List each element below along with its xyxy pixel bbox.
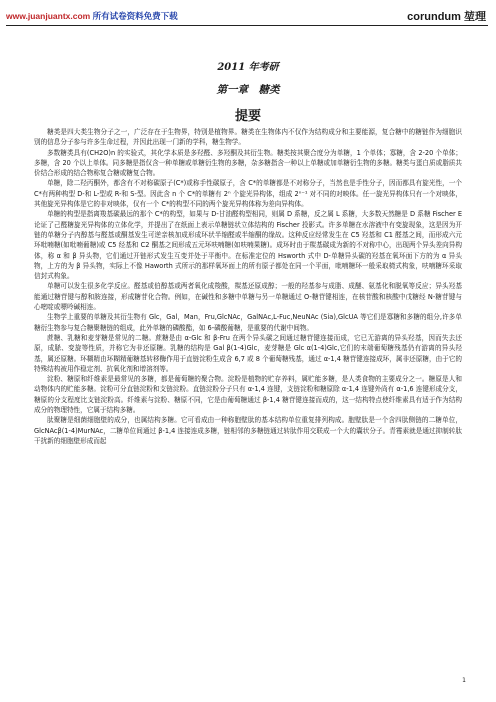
paragraph: 生物学上重要的单糖及其衍生物有 Glc，Gal，Man，Fru,GlcNAc，GalNAc,L-Fuc,NeuNAc (Sia),GlcUA 等它们是寡糖和多糖的组分,许多单糖衍生物参与复合糖聚糖链的组成，此外单糖的磷酸酯，如 6-磷酸葡糖，是重要的代谢中间物。 (34, 313, 462, 332)
header-divider (6, 25, 488, 26)
paragraph: 蔗糖、乳糖和麦芽糖是常见的二糖。蔗糖是由 α-Glc 和 β-Fru 在两个异头碳之间通过糖苷键连接而成，它已无游离的异头羟基，因而失去还原，成脎、变旋等性质，并称它为非还原糖。乳糖的结构是 Gal β(1-4)Glc，麦芽糖是 Glc α(1-4)Glc,它们的末端葡萄糖残基仍有游离的异头羟基，属还原糖。环糊精由环糊精葡糖基转移酶作用于直链淀粉生成含 6,7 或 8 个葡萄糖残基，通过 α-1,4 糖苷键连接成环，属非还原糖，由于它的特殊结构被用作稳定剂、抗氧化剂和增溶剂等。 (34, 333, 462, 373)
paragraph: 单糖可以发生很多化学反应。醛基或伯醇基或两者氧化成羧酸，羰基还原成醇；一般的羟基参与成脂、成醚、氨基化和脱氧等反应；异头羟基能通过糖苷键与醇和胺连接，形成糖苷化合物。例如，在碱性和多糖中单糖与另一单糖通过 O-糖苷键相连，在核苷酸和核酸中戊糖经 N-糖苷键与心嘧啶或嘌呤碱相连。 (34, 282, 462, 312)
site-url: www.juanjuantx.com (6, 11, 91, 21)
paragraph: 单糖的构型是指离羧基碳最远的那个 C*的构型，如果与 D-甘油醛构型相同，则属 D 系糖，反之属 L 系糖，大多数天然糖是 D 系糖 Fischer E 论证了己醛糖旋光异构体的立体化学，并提出了在纸面上表示单糖链状立体结构的 Fischer 投影式。许多单糖在水溶液中有变旋现象，这是因为开链的单糖分子内醇基与醛基或酮基发生可逆亲核加成形成环状半缩醛或半缩酮的缘故。这种反应经常发生在 C5 羟基和 C1 醛基之间，而形成六元环吡喃糖(如吡喃葡糖)或 C5 经基和 C2 酮基之间形成五元环呋喃糖(如呋喃果糖)。成环时由于羰基碳成为新的不对称中心，出现两个异头差向异构体，称 α 和 β 异头物，它们通过开链形式发生互变并处于平衡中。在标准定位的 Hsworth 式中 D-单糖异头碳的羟基在氧环面下方的为 α 异头物，上方的为 β 异头物，实际上不像 Haworth 式所示的那样氧环面上的所有原子都处在同一个平面，吡喃糖环一般采取椅式构象，呋喃糖环采取信封式构象。 (34, 210, 462, 281)
section-heading: 提要 (234, 109, 261, 124)
document-title: 2011 年考研 (217, 62, 279, 73)
chapter-heading: 第一章 糖类 (216, 84, 280, 96)
paragraph: 肽聚糖是细菌细胞壁的成分，也属结构多糖。它可看成由一种称胞壁肽的基本结构单位重复排列构成。胞壁肽是一个含四肽侧链的二糖单位，GlcNAcβ(1-4)MurNAc，二糖单位间通过 β-1,4 连接连成多糖，链相邻的多糖链通过转肽作用交联成一个大的囊状分子。青霉素就是通过抑制转肽干扰新的细胞壁形成而起 (34, 416, 462, 445)
site-slogan: 所有试卷资料免费下载 (90, 11, 178, 21)
paragraph: 淀粉、糖原和纤维素是最常见的多糖，都是葡萄糖的聚合物。淀粉是植物的贮存养料，属贮能多糖，是人类食物的主要成分之一。糖原是人和动物体内的贮能多糖。淀粉可分直链淀粉和支链淀粉。直链淀粉分子只有 α-1,4 连键，支链淀粉和糖原除 α-1,4 连键外尚有 α-1,6 连键形成分支，糖原的分支程度比支链淀粉高。纤维素与淀粉、糖原不同，它是由葡萄糖通过 β-1,4 糖苷键连接而成的，这一结构特点使纤维素具有适于作为结构成分的物理特性，它属于结构多糖。 (34, 375, 462, 415)
page-number: 1 (462, 677, 466, 684)
paragraph: 多数糖类具有(CH2O)n 的实验式，其化学本质是多羟醛、多羟酮及其衍生物。糖类按其聚合度分为单糖，1 个单体；寡糖，含 2-20 个单体；多糖，含 20 个以上单体。同多糖是指仅含一种单糖或单糖衍生物的多糖，杂多糖指含一种以上单糖或加单糖衍生物的多糖。糖类与蛋白质或脂质共价结合形成的结合物称复合糖或糖复合物。 (34, 148, 462, 178)
paragraph: 糖类是四大类生物分子之一，广泛存在于生物界，特别是植物界。糖类在生物体内不仅作为结构成分和主要能源，复合糖中的糖链作为细胞识别的信息分子参与许多生命过程，并因此出现一门新的学科，糖生物学。 (34, 128, 462, 147)
site-banner (6, 10, 178, 22)
brand-logo: corundum 堃理 (407, 11, 486, 23)
paragraph: 单糖，除二羟丙酮外，都含有不对称碳原子(C*)或称手性碳原子，含 C*的单糖都是不对称分子，当然也是手性分子，因而都具有旋光性，一个 C*有两种构型 D-和 L-型或 R-和 S-型。因此含 n 个 C*的单糖有 2ⁿ 个旋光异构体，组成 2ⁿ⁻¹ 对不同的对映体。任一旋光异构体只有一个对映体，其他旋光异构体是它的非对映体，仅有一个 C*的构型不同的两个旋光异构体称为差向异构体。 (34, 179, 462, 209)
body-text (34, 127, 462, 446)
page-header (0, 8, 496, 24)
